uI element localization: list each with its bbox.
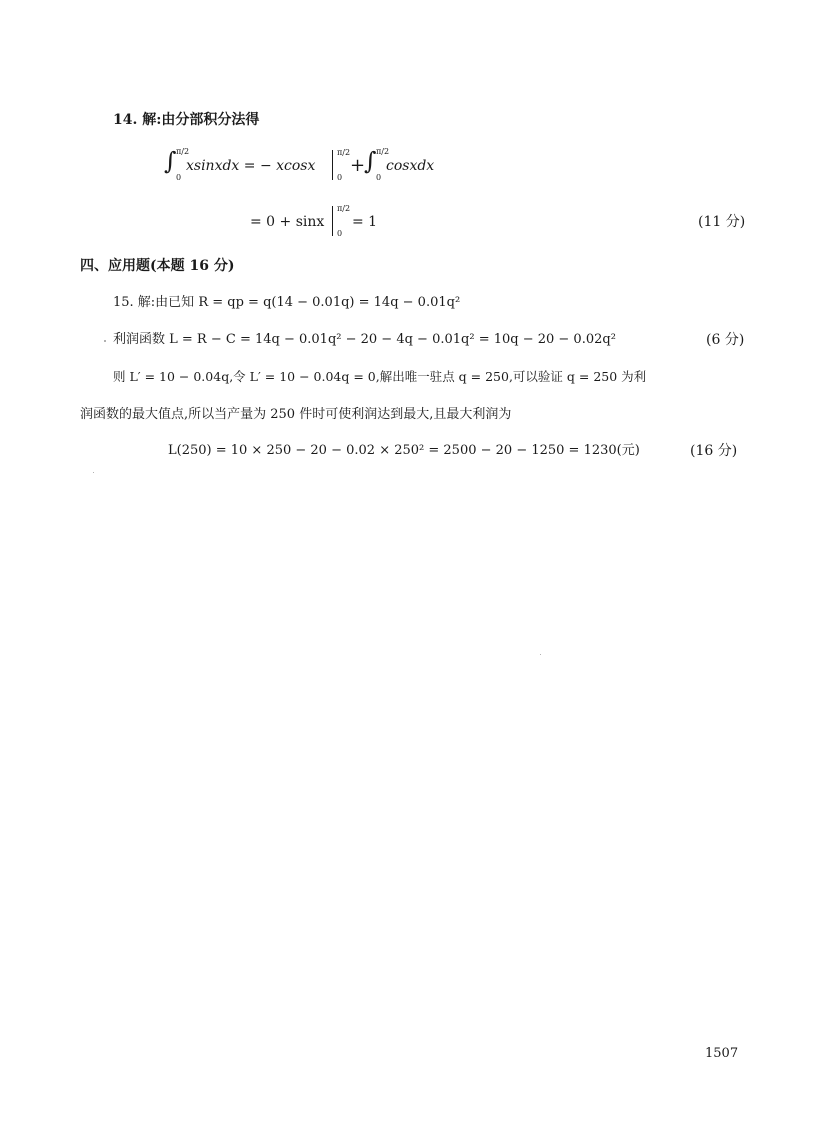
int1-lower-limit: 0	[176, 173, 182, 182]
q15-line4: 润函数的最大值点,所以当产量为 250 件时可使利润达到最大,且最大利润为	[80, 407, 512, 422]
section4-heading: 四、应用题(本题 16 分)	[80, 258, 235, 274]
scan-speck	[104, 340, 106, 342]
int2-lower-limit: 0	[376, 173, 382, 182]
int2-upper-limit: π/2	[376, 147, 390, 156]
q14-heading: 14. 解:由分部积分法得	[113, 112, 260, 128]
q15-line5: L(250) = 10 × 250 − 20 − 0.02 × 250² = 2500 − 20 − 1250 = 1230(元)	[168, 443, 640, 458]
eval1-lower-limit: 0	[337, 173, 343, 182]
plus-sign: +	[350, 155, 366, 176]
eval2-upper-limit: π/2	[337, 204, 351, 213]
q15-line2-score: (6 分)	[706, 332, 745, 348]
eval1-upper-limit: π/2	[337, 148, 351, 157]
q15-line1: 15. 解:由已知 R = qp = q(14 − 0.01q) = 14q − 0.01q²	[113, 295, 461, 310]
q15-line2: 利润函数 L = R − C = 14q − 0.01q² − 20 − 4q − 0.01q² = 10q − 20 − 0.02q²	[113, 332, 616, 347]
scan-speck	[540, 654, 541, 655]
integral-sign-icon: ∫	[164, 147, 177, 175]
integral-sign-icon-2: ∫	[364, 147, 377, 175]
int2-body: cosxdx	[386, 158, 435, 174]
line2-suffix: = 1	[352, 214, 378, 230]
int1-upper-limit: π/2	[176, 147, 190, 156]
eval-bar-1	[332, 150, 333, 180]
q15-line5-score: (16 分)	[690, 443, 738, 459]
q15-line3: 则 L′ = 10 − 0.04q,令 L′ = 10 − 0.04q = 0,解出唯一驻点 q = 250,可以验证 q = 250 为利	[113, 369, 647, 384]
int1-body: xsinxdx = − xcosx	[186, 158, 316, 174]
q14-score: (11 分)	[698, 214, 746, 230]
eval2-lower-limit: 0	[337, 229, 343, 238]
page-number: 1507	[705, 1046, 739, 1061]
scan-speck	[93, 472, 94, 473]
line2-prefix: = 0 + sinx	[250, 214, 325, 230]
eval-bar-2	[332, 206, 333, 236]
